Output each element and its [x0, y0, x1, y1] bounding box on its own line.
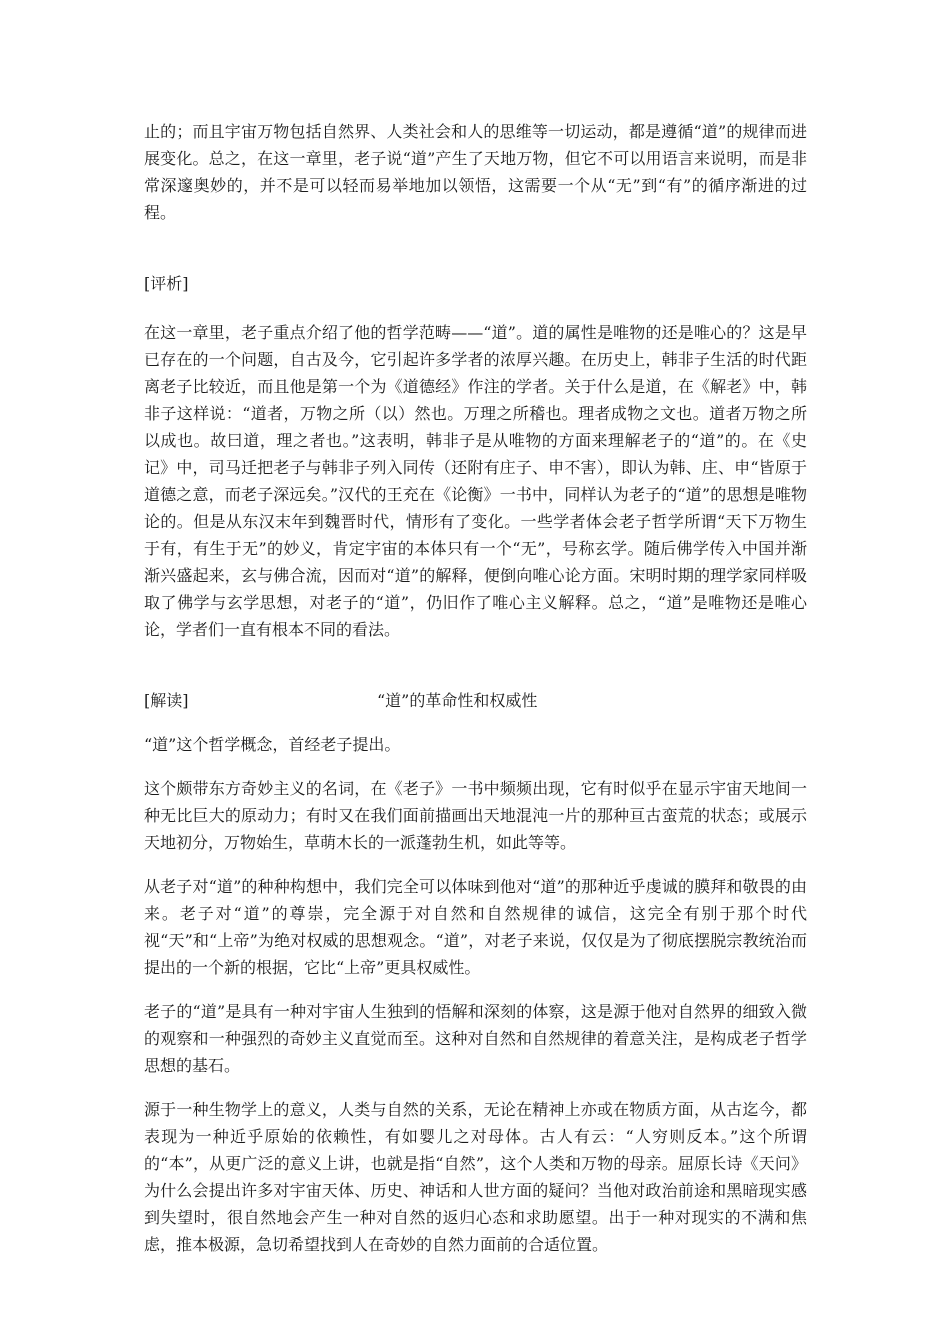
interpretation-paragraph-1: “道”这个哲学概念，首经老子提出。: [144, 735, 401, 754]
analysis-label: [评析]: [144, 274, 189, 293]
interpretation-paragraph-5: 源于一种生物学上的意义，人类与自然的关系，无论在精神上亦或在物质方面，从古迄今，都表现为一种近乎原始的依赖性，有如婴儿之对母体。古人有云：“人穷则反本。”这个所谓的“本”，从更广泛的意义上讲，也就是指“自然”，这个人类和万物的母亲。屈原长诗《天问》为什么会提出许多对宇宙天体、历史、神话和人世方面的疑问？当他对政治前途和黑暗现实感到失望时，很自然地会产生一种对自然的返归心态和求助愿望。出于一种对现实的不满和焦虑，推本极源，急切希望找到人在奇妙的自然力面前的合适位置。: [144, 1100, 807, 1254]
interpretation-paragraph-2: 这个颇带东方奇妙主义的名词，在《老子》一书中频频出现，它有时似乎在显示宇宙天地间一种无比巨大的原动力；有时又在我们面前描画出天地混沌一片的那种亘古蛮荒的状态；或展示天地初分，万物始生，草萌木长的一派蓬勃生机，如此等等。: [144, 779, 807, 852]
interpretation-paragraph-4: 老子的“道”是具有一种对宇宙人生独到的悟解和深刻的体察，这是源于他对自然界的细致入微的观察和一种强烈的奇妙主义直觉而至。这种对自然和自然规律的着意关注，是构成老子哲学思想的基石。: [144, 1002, 807, 1075]
interpretation-paragraph-3: 从老子对“道”的种种构想中，我们完全可以体味到他对“道”的那种近乎虔诚的膜拜和敬畏的由来。老子对“道”的尊崇，完全源于对自然和自然规律的诚信，这完全有别于那个时代视“天”和“上帝”为绝对权威的思想观念。“道”，对老子来说，仅仅是为了彻底摆脱宗教统治而提出的一个新的根据，它比“上帝”更具权威性。: [144, 877, 807, 977]
document-page: [144, 118, 807, 1275]
interpretation-title: “道”的革命性和权威性: [377, 691, 538, 710]
intro-paragraph: 止的；而且宇宙万物包括自然界、人类社会和人的思维等一切运动，都是遵循“道”的规律而进展变化。总之，在这一章里，老子说“道”产生了天地万物，但它不可以用语言来说明，而是非常深邃奥妙的，并不是可以轻而易举地加以领悟，这需要一个从“无”到“有”的循序渐进的过程。: [144, 122, 807, 222]
analysis-paragraph: 在这一章里，老子重点介绍了他的哲学范畴——“道”。道的属性是唯物的还是唯心的？这是早已存在的一个问题，自古及今，它引起许多学者的浓厚兴趣。在历史上，韩非子生活的时代距离老子比较近，而且他是第一个为《道德经》作注的学者。关于什么是道，在《解老》中，韩非子这样说：“道者，万物之所（以）然也。万理之所稽也。理者成物之文也。道者万物之所以成也。故曰道，理之者也。”这表明，韩非子是从唯物的方面来理解老子的“道”的。在《史记》中，司马迁把老子与韩非子列入同传（还附有庄子、申不害），即认为韩、庄、申“皆原于道德之意，而老子深远矣。”汉代的王充在《论衡》一书中，同样认为老子的“道”的思想是唯物论的。但是从东汉末年到魏晋时代，情形有了变化。一些学者体会老子哲学所谓“天下万物生于有，有生于无”的妙义，肯定宇宙的本体只有一个“无”，号称玄学。随后佛学传入中国并渐渐兴盛起来，玄与佛合流，因而对“道”的解释，便倒向唯心论方面。宋明时期的理学家同样吸取了佛学与玄学思想，对老子的“道”，仍旧作了唯心主义解释。总之，“道”是唯物还是唯心论，学者们一直有根本不同的看法。: [144, 323, 807, 639]
interpretation-heading: [144, 687, 807, 714]
interpretation-label: [解读]: [144, 691, 189, 710]
